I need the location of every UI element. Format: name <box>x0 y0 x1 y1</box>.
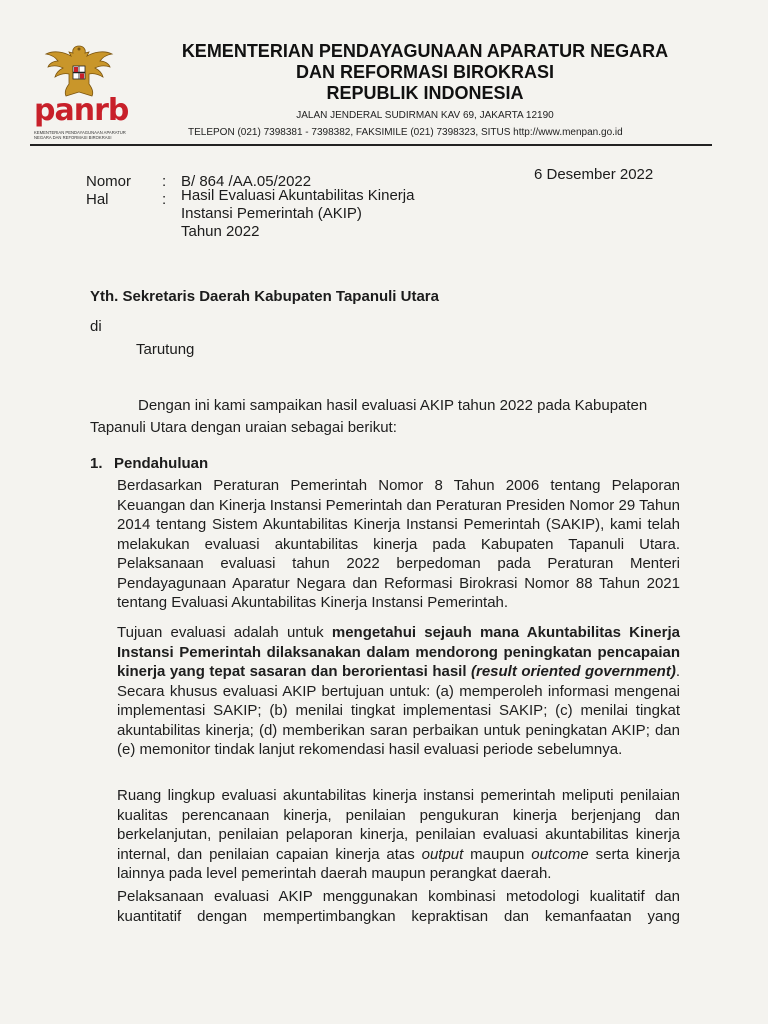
addressee-city: Tarutung <box>136 341 195 358</box>
panrb-logo <box>30 40 130 150</box>
section-title: Pendahuluan <box>114 455 209 472</box>
opening-line2: Tapanuli Utara dengan uraian sebagai berikut: <box>90 419 397 436</box>
scope-text-e: serta kinerja lainnya pada level pemerintah daerah maupun perangkat daerah. <box>117 845 681 882</box>
nomor-colon: : <box>162 173 167 190</box>
ministry-title-line1: KEMENTERIAN PENDAYAGUNAAN APARATUR NEGARA <box>181 41 669 61</box>
objectives-intro: Tujuan evaluasi adalah untuk <box>117 624 332 641</box>
logo-caption: KEMENTERIAN PENDAYAGUNAAN APARATUR NEGARA DAN REFORMASI BIROKRASI <box>34 130 126 140</box>
subject-line3: Tahun 2022 <box>181 223 260 240</box>
addressee-di: di <box>90 318 102 335</box>
section-number: 1. <box>90 455 103 472</box>
scope-text-c: maupun <box>463 845 532 863</box>
paragraph-objectives <box>117 623 680 760</box>
logo-wordmark: panrb <box>34 93 129 128</box>
objectives-result-oriented: (result oriented government) <box>471 663 676 680</box>
objectives-emphasis: mengetahui sejauh mana Akuntabilitas Kinerja Instansi Pemerintah dilaksanakan dalam mendorong peningkatan pencapaian kinerja yang tepat sasaran dan berorientasi hasil <box>117 624 680 680</box>
hal-label: Hal <box>86 191 109 208</box>
ministry-contact: TELEPON (021) 7398381 - 7398382, FAKSIMILE (021) 7398323, SITUS http://www.menpan.go.id <box>188 127 623 138</box>
hal-colon: : <box>162 191 167 208</box>
paragraph-methodology: Pelaksanaan evaluasi AKIP menggunakan kombinasi metodologi kualitatif dan kuantitatif dengan mempertimbangkan kepraktisan dan kemanfaatan yang <box>117 888 680 925</box>
scope-text-a: Ruang lingkup evaluasi akuntabilitas kinerja instansi pemerintah meliputi penilaian kualitas perencanaan kinerja, penilaian pengukuran kinerja berjenjang dan berkelanjutan, penilaian pelaporan kinerja, penilaian evaluasi akuntabilitas kinerja internal, dan penilaian capaian kinerja atas <box>117 787 680 863</box>
letterhead-divider <box>30 144 712 146</box>
ministry-title-line2: DAN REFORMASI BIROKRASI <box>295 62 554 82</box>
opening-paragraph <box>90 395 678 439</box>
subject <box>181 187 414 241</box>
addressee: Yth. Sekretaris Daerah Kabupaten Tapanuli Utara <box>90 288 439 305</box>
scope-outcome: outcome <box>531 845 589 863</box>
objectives-details: . Secara khusus evaluasi AKIP bertujuan untuk: (a) memperoleh informasi mengenai implementasi SAKIP; (b) menilai tingkat implementasi SAKIP; (c) menilai tingkat akuntabilitas kinerja; (d) memberikan saran perbaikan untuk peningkatan AKIP; dan (e) memonitor tindak lanjut rekomendasi hasil evaluasi periode sebelumnya. <box>117 663 680 758</box>
letter-date: 6 Desember 2022 <box>534 166 654 183</box>
nomor-label: Nomor <box>86 173 132 190</box>
ministry-title-line3: REPUBLIK INDONESIA <box>326 83 524 103</box>
paragraph-legal-basis: Berdasarkan Peraturan Pemerintah Nomor 8 Tahun 2006 tentang Pelaporan Keuangan dan Kinerja Instansi Pemerintah dan Peraturan Presiden Nomor 29 Tahun 2014 tentang Sistem Akuntabilitas Kinerja Instansi Pemerintah (SAKIP), kami telah melakukan evaluasi akuntabilitas kinerja pada Kabupaten Tapanuli Utara. Pelaksanaan evaluasi tahun 2022 berpedoman pada Peraturan Menteri Pendayagunaan Aparatur Negara dan Reformasi Birokrasi Nomor 88 Tahun 2021 tentang Evaluasi Akuntabilitas Kinerja Instansi Pemerintah. <box>117 477 680 611</box>
paragraph-scope <box>117 786 680 884</box>
garuda-emblem-icon <box>44 40 114 98</box>
section-heading <box>90 455 208 472</box>
ministry-title <box>130 41 720 104</box>
subject-line2: Instansi Pemerintah (AKIP) <box>181 205 362 222</box>
ministry-address: JALAN JENDERAL SUDIRMAN KAV 69, JAKARTA 12190 <box>296 110 554 121</box>
subject-line1: Hasil Evaluasi Akuntabilitas Kinerja <box>181 187 415 204</box>
scope-output: output <box>421 845 464 863</box>
letter-number: B/ 864 /AA.05/2022 <box>181 173 312 190</box>
opening-line1: Dengan ini kami sampaikan hasil evaluasi AKIP tahun 2022 pada Kabupaten <box>138 397 648 414</box>
